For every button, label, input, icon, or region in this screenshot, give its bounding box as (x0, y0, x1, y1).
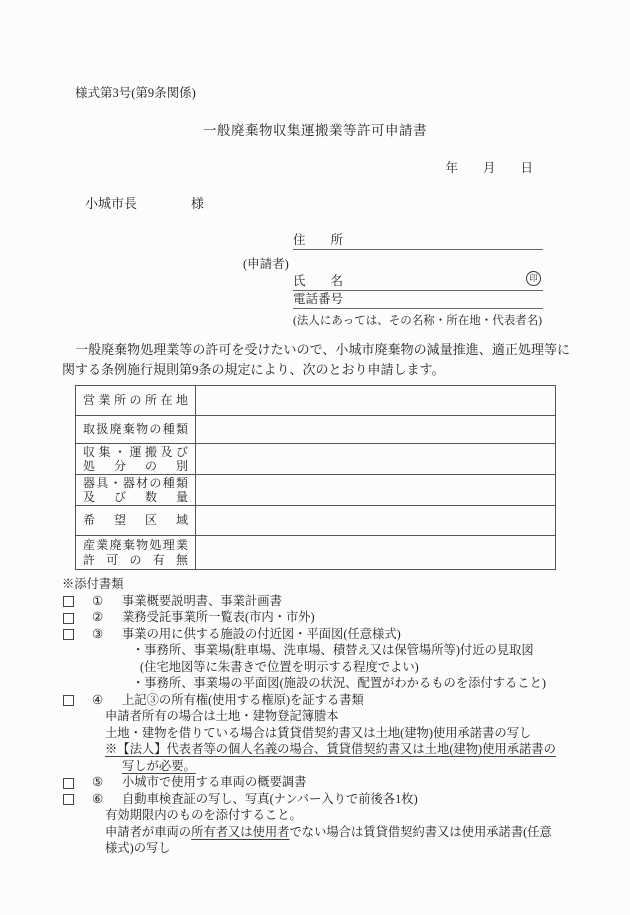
subline-text: 様式)の写し (105, 841, 171, 855)
attachments-list (62, 593, 574, 857)
attachment-subline (62, 840, 574, 857)
attachment-subline (62, 758, 574, 775)
attachment-number-icon: ③ (92, 626, 104, 641)
attachment-text: 事業の用に供する施設の付近図・平面図(任意様式) (122, 626, 401, 641)
subline-text: ※【法人】代表者等の個人名義の場合、賃貸借契約書又は土地(建物)使用承諾書の (105, 742, 556, 756)
name-field[interactable] (293, 269, 543, 291)
attachment-subline (62, 659, 574, 676)
attachments-section (62, 576, 574, 857)
table-row-label (76, 475, 196, 505)
addressee-name: 小城市長 (85, 196, 138, 211)
attachments-heading: ※添付書類 (62, 577, 124, 591)
date-field[interactable]: 年 月 日 (445, 161, 533, 175)
subline-text: 有効期限内のものを添付すること。 (105, 808, 302, 822)
table-label-line: 産業廃棄物処理業 (83, 538, 188, 552)
corporation-note: (法人にあっては、その名称・所在地・代表者名) (293, 315, 543, 327)
table-label-line: 許可の有無 (83, 552, 188, 567)
addressee-honorific: 様 (191, 196, 205, 211)
attachment-checkbox[interactable] (63, 778, 74, 789)
attachment-item (62, 626, 574, 643)
table-row-value-cell[interactable] (196, 416, 555, 443)
table-row-value-cell[interactable] (196, 386, 555, 415)
application-statement: 一般廃棄物処理業等の許可を受けたいので、小城市廃棄物の減量推進、適正処理等に関する条例施行規則第9条の規定により、次のとおり申請します。 (62, 342, 570, 377)
table-row-label (76, 416, 196, 443)
table-label-line: 希望区域 (83, 513, 188, 528)
attachment-text: 自動車検査証の写し、写真(ナンバー入りで前後各1枚) (122, 791, 418, 806)
underlined-text: 所有者又は使用者 (191, 824, 290, 839)
attachment-text: 事業概要説明書、事業計画書 (122, 593, 282, 608)
table-row-label (76, 386, 196, 415)
subline-text: (住宅地図等に朱書きで位置を明示する程度でよい) (140, 659, 419, 674)
table-label-line: 収集・運搬及び (83, 444, 188, 459)
attachment-item (62, 609, 574, 626)
table-label-line: 及び数量 (83, 490, 188, 504)
form-number: 様式第3号(第9条関係) (75, 86, 196, 100)
table-row (76, 386, 555, 415)
subline-text: 土地・建物を借りている場合は賃貸借契約書又は土地(建物)使用承諾書の写し (105, 725, 532, 740)
attachment-subline (62, 824, 574, 841)
text-segment: でない場合は賃貸借契約書又は使用承諾書(任意 (289, 824, 552, 839)
seal-mark-icon: 印 (526, 271, 541, 286)
address-label: 住 所 (293, 233, 344, 247)
attachment-subline (62, 675, 574, 692)
table-label-line: 営業所の所在地 (83, 393, 188, 408)
attachment-number-icon: ⑤ (92, 775, 104, 789)
attachment-checkbox[interactable] (63, 613, 74, 624)
attachment-number-icon: ① (92, 593, 104, 608)
application-table (75, 385, 556, 570)
table-label-line: 器具・器材の種類 (83, 475, 188, 490)
subline-text: 写しが必要。 (122, 758, 196, 773)
phone-label: 電話番号 (293, 292, 344, 306)
table-row-label (76, 444, 196, 474)
phone-field[interactable] (293, 291, 543, 309)
attachment-subline (62, 741, 574, 758)
table-row-value-cell[interactable] (196, 506, 555, 535)
table-row-value-cell[interactable] (196, 475, 555, 505)
applicant-block (293, 228, 543, 328)
subline-text: 申請者所有の場合は土地・建物登記簿謄本 (105, 709, 339, 723)
attachment-subline (62, 642, 574, 659)
table-row (76, 443, 555, 474)
subline-text: ・事務所、事業場の平面図(施設の状況、配置がわかるものを添付すること) (132, 676, 546, 690)
name-label: 氏 名 (293, 274, 344, 288)
attachment-subline (62, 807, 574, 824)
attachment-item (62, 593, 574, 610)
table-row-label (76, 536, 196, 569)
attachment-text: 小城市で使用する車両の概要調書 (122, 775, 307, 789)
attachment-item (62, 791, 574, 808)
attachment-checkbox[interactable] (63, 596, 74, 607)
table-label-line: 取扱廃棄物の種類 (83, 422, 188, 437)
text-segment: 申請者が車両の (105, 824, 192, 839)
attachment-subline (62, 708, 574, 725)
table-row (76, 505, 555, 535)
attachment-number-icon: ② (92, 610, 104, 624)
attachment-checkbox[interactable] (63, 794, 74, 805)
applicant-label: (申請者) (243, 257, 289, 271)
attachment-subline (62, 725, 574, 742)
attachment-item (62, 692, 574, 709)
addressee-line (85, 193, 204, 212)
table-label-line: 処分の別 (83, 459, 188, 473)
subline-text: ・事務所、事業場(駐車場、洗車場、積替え又は保管場所等)付近の見取図 (132, 643, 534, 657)
table-row (76, 535, 555, 569)
table-row (76, 415, 555, 443)
table-row (76, 474, 555, 505)
attachment-checkbox[interactable] (63, 695, 74, 706)
attachment-item (62, 774, 574, 791)
attachment-checkbox[interactable] (63, 629, 74, 640)
attachment-number-icon: ④ (92, 692, 104, 707)
table-row-label (76, 506, 196, 535)
page-title: 一般廃棄物収集運搬業等許可申請書 (203, 123, 427, 138)
address-field[interactable] (293, 228, 543, 250)
table-row-value-cell[interactable] (196, 444, 555, 474)
attachment-number-icon: ⑥ (92, 791, 104, 806)
attachment-text: 業務受託事業所一覧表(市内・市外) (122, 610, 315, 624)
attachment-text: 上記③の所有権(使用する権原)を証する書類 (122, 692, 364, 707)
table-row-value-cell[interactable] (196, 536, 555, 569)
